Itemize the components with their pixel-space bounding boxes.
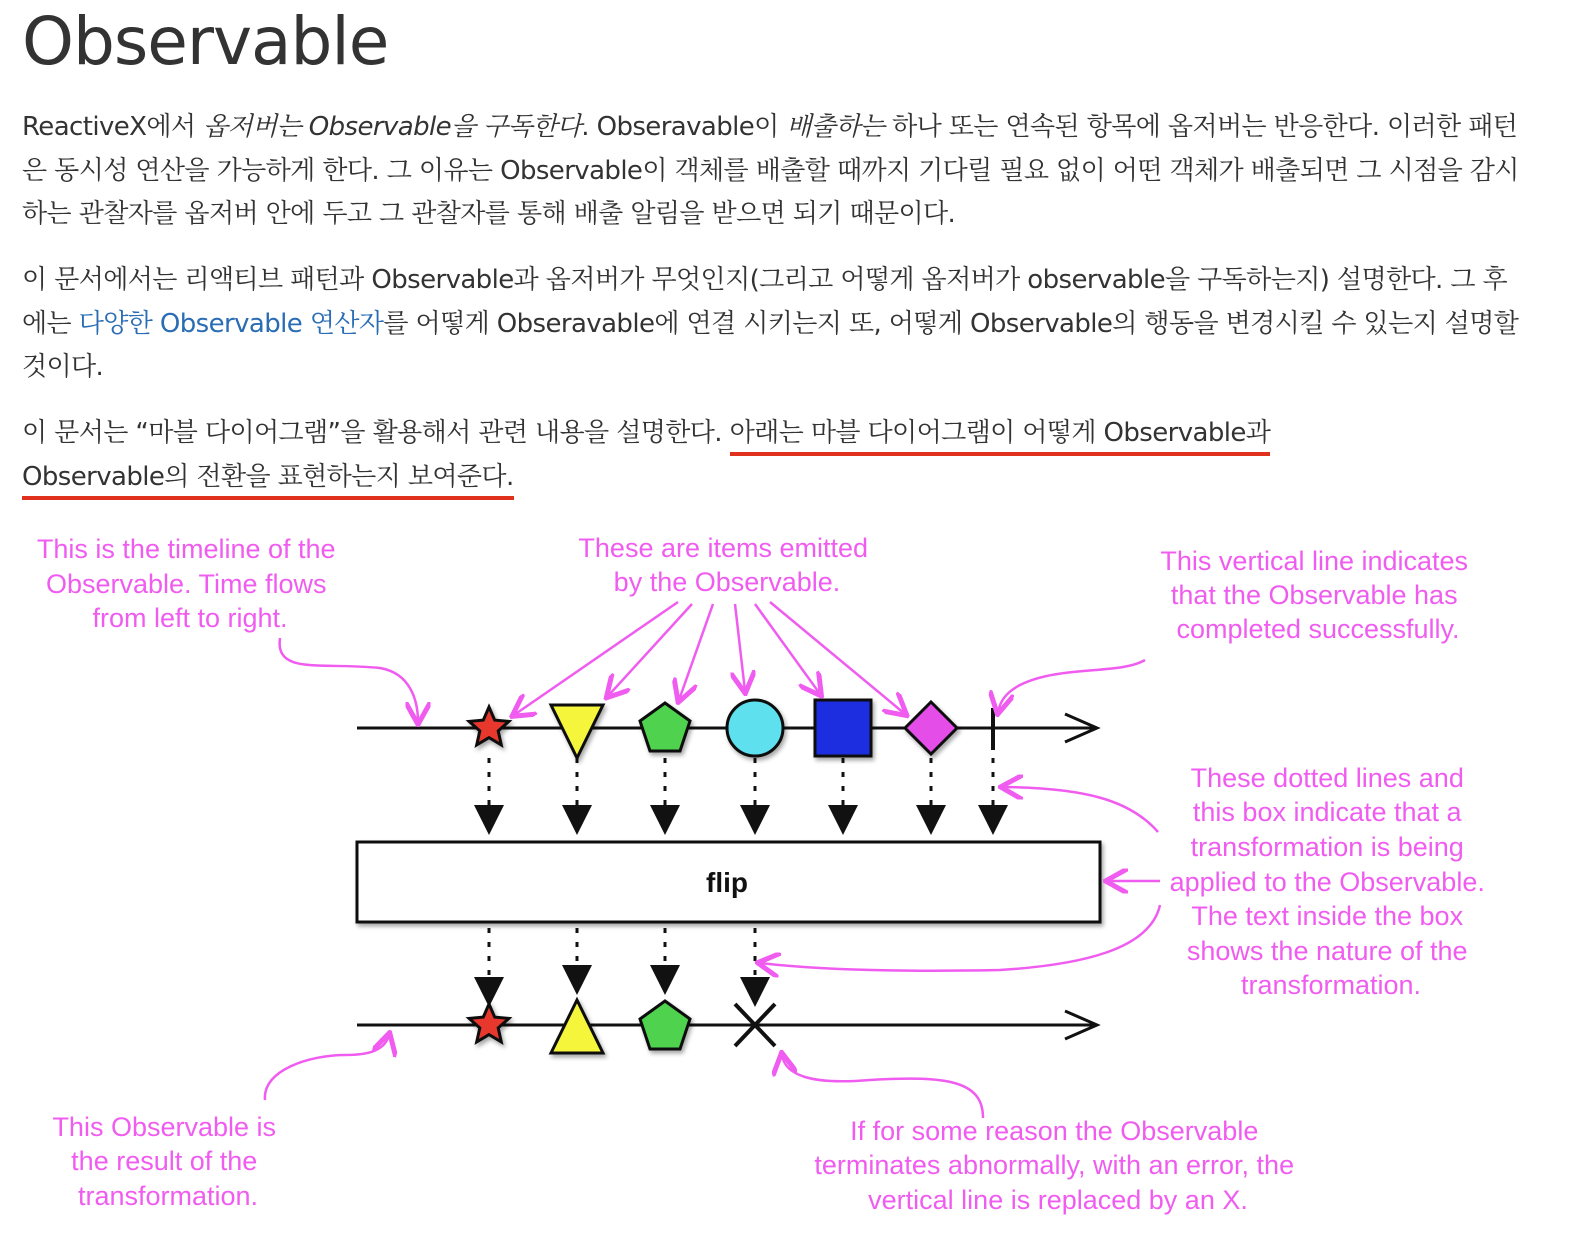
circle-item — [727, 700, 783, 756]
intro-emphasis-1: 옵저버는 Observable을 구독한다 — [203, 112, 582, 142]
intro-text-3: 하나 또는 연속된 항목에 옵저버는 반응한다. 이러한 패턴은 동시성 연산을 가능하게 한다. 그 이유는 Observable이 객체를 배출할 때까지 기다릴 필요 없이 어떤 객체가 배출되면 그 시점을 감시하는 관찰자를 옵저버 안에 두고 그 관찰자를 통해 배출 알림을 받으면 되기 때문이다. — [22, 112, 1519, 229]
marble-diagram — [0, 510, 1576, 1242]
pentagon-item — [640, 703, 690, 751]
annotation-timeline: This is the timeline of the Observable. Time flows from left to right. — [36, 534, 336, 633]
operator-box — [357, 842, 1100, 922]
intro-paragraph — [22, 106, 1522, 237]
marble-paragraph — [22, 412, 1522, 499]
pentagon-item — [640, 1001, 690, 1049]
operator-label: flip — [706, 867, 748, 898]
intro-text-1: ReactiveX에서 — [22, 112, 204, 142]
annotation-transformation: These dotted lines and this box indicate that a transformation is being applied to the Observable. The text inside the box shows the nature of the transformation. — [1169, 763, 1485, 1000]
overview-text-1: 이 문서에서는 리액티브 패턴과 Observable과 옵저버가 무엇인지(그리고 어떻게 옵저버가 observable을 구독하는지) 설명한다. 그 후에는 — [22, 265, 1508, 339]
output-dotted-arrows — [489, 928, 755, 1004]
underlined-text-1: 아래는 마블 다이어그램이 어떻게 Observable과 — [730, 418, 1271, 456]
marble-text-1: 이 문서는 “마블 다이어그램”을 활용해서 관련 내용을 설명한다. — [22, 418, 730, 448]
underlined-text-2: Observable의 전환을 표현하는지 보여준다. — [22, 462, 514, 500]
annotation-items: These are items emitted by the Observable. — [578, 533, 869, 597]
square-item — [815, 700, 871, 756]
operators-link[interactable]: 다양한 Observable 연산자 — [78, 308, 384, 339]
annotation-result: This Observable is the result of the transformation. — [52, 1112, 277, 1211]
star-item — [469, 1004, 509, 1042]
annotation-completed: This vertical line indicates that the Observable has completed successfully. — [1160, 546, 1469, 644]
intro-text-2: . Obseravable이 — [581, 112, 787, 142]
overview-text-2: 를 어떻게 Obseravable에 연결 시키는지 또, 어떻게 Observable의 행동을 변경시킬 수 있는지 설명할 것이다. — [22, 308, 1519, 382]
overview-paragraph — [22, 259, 1522, 390]
input-dotted-arrows — [489, 758, 993, 832]
intro-emphasis-2: 배출하는 — [786, 112, 885, 142]
annotation-error: If for some reason the Observable terminates abnormally, with an error, the vertical line is replaced by an X. — [814, 1116, 1295, 1215]
output-timeline — [357, 1011, 1097, 1039]
page-title: Observable — [22, 3, 389, 80]
diamond-item — [905, 702, 957, 754]
star-item — [469, 707, 509, 745]
triangle-down-item — [551, 705, 603, 758]
